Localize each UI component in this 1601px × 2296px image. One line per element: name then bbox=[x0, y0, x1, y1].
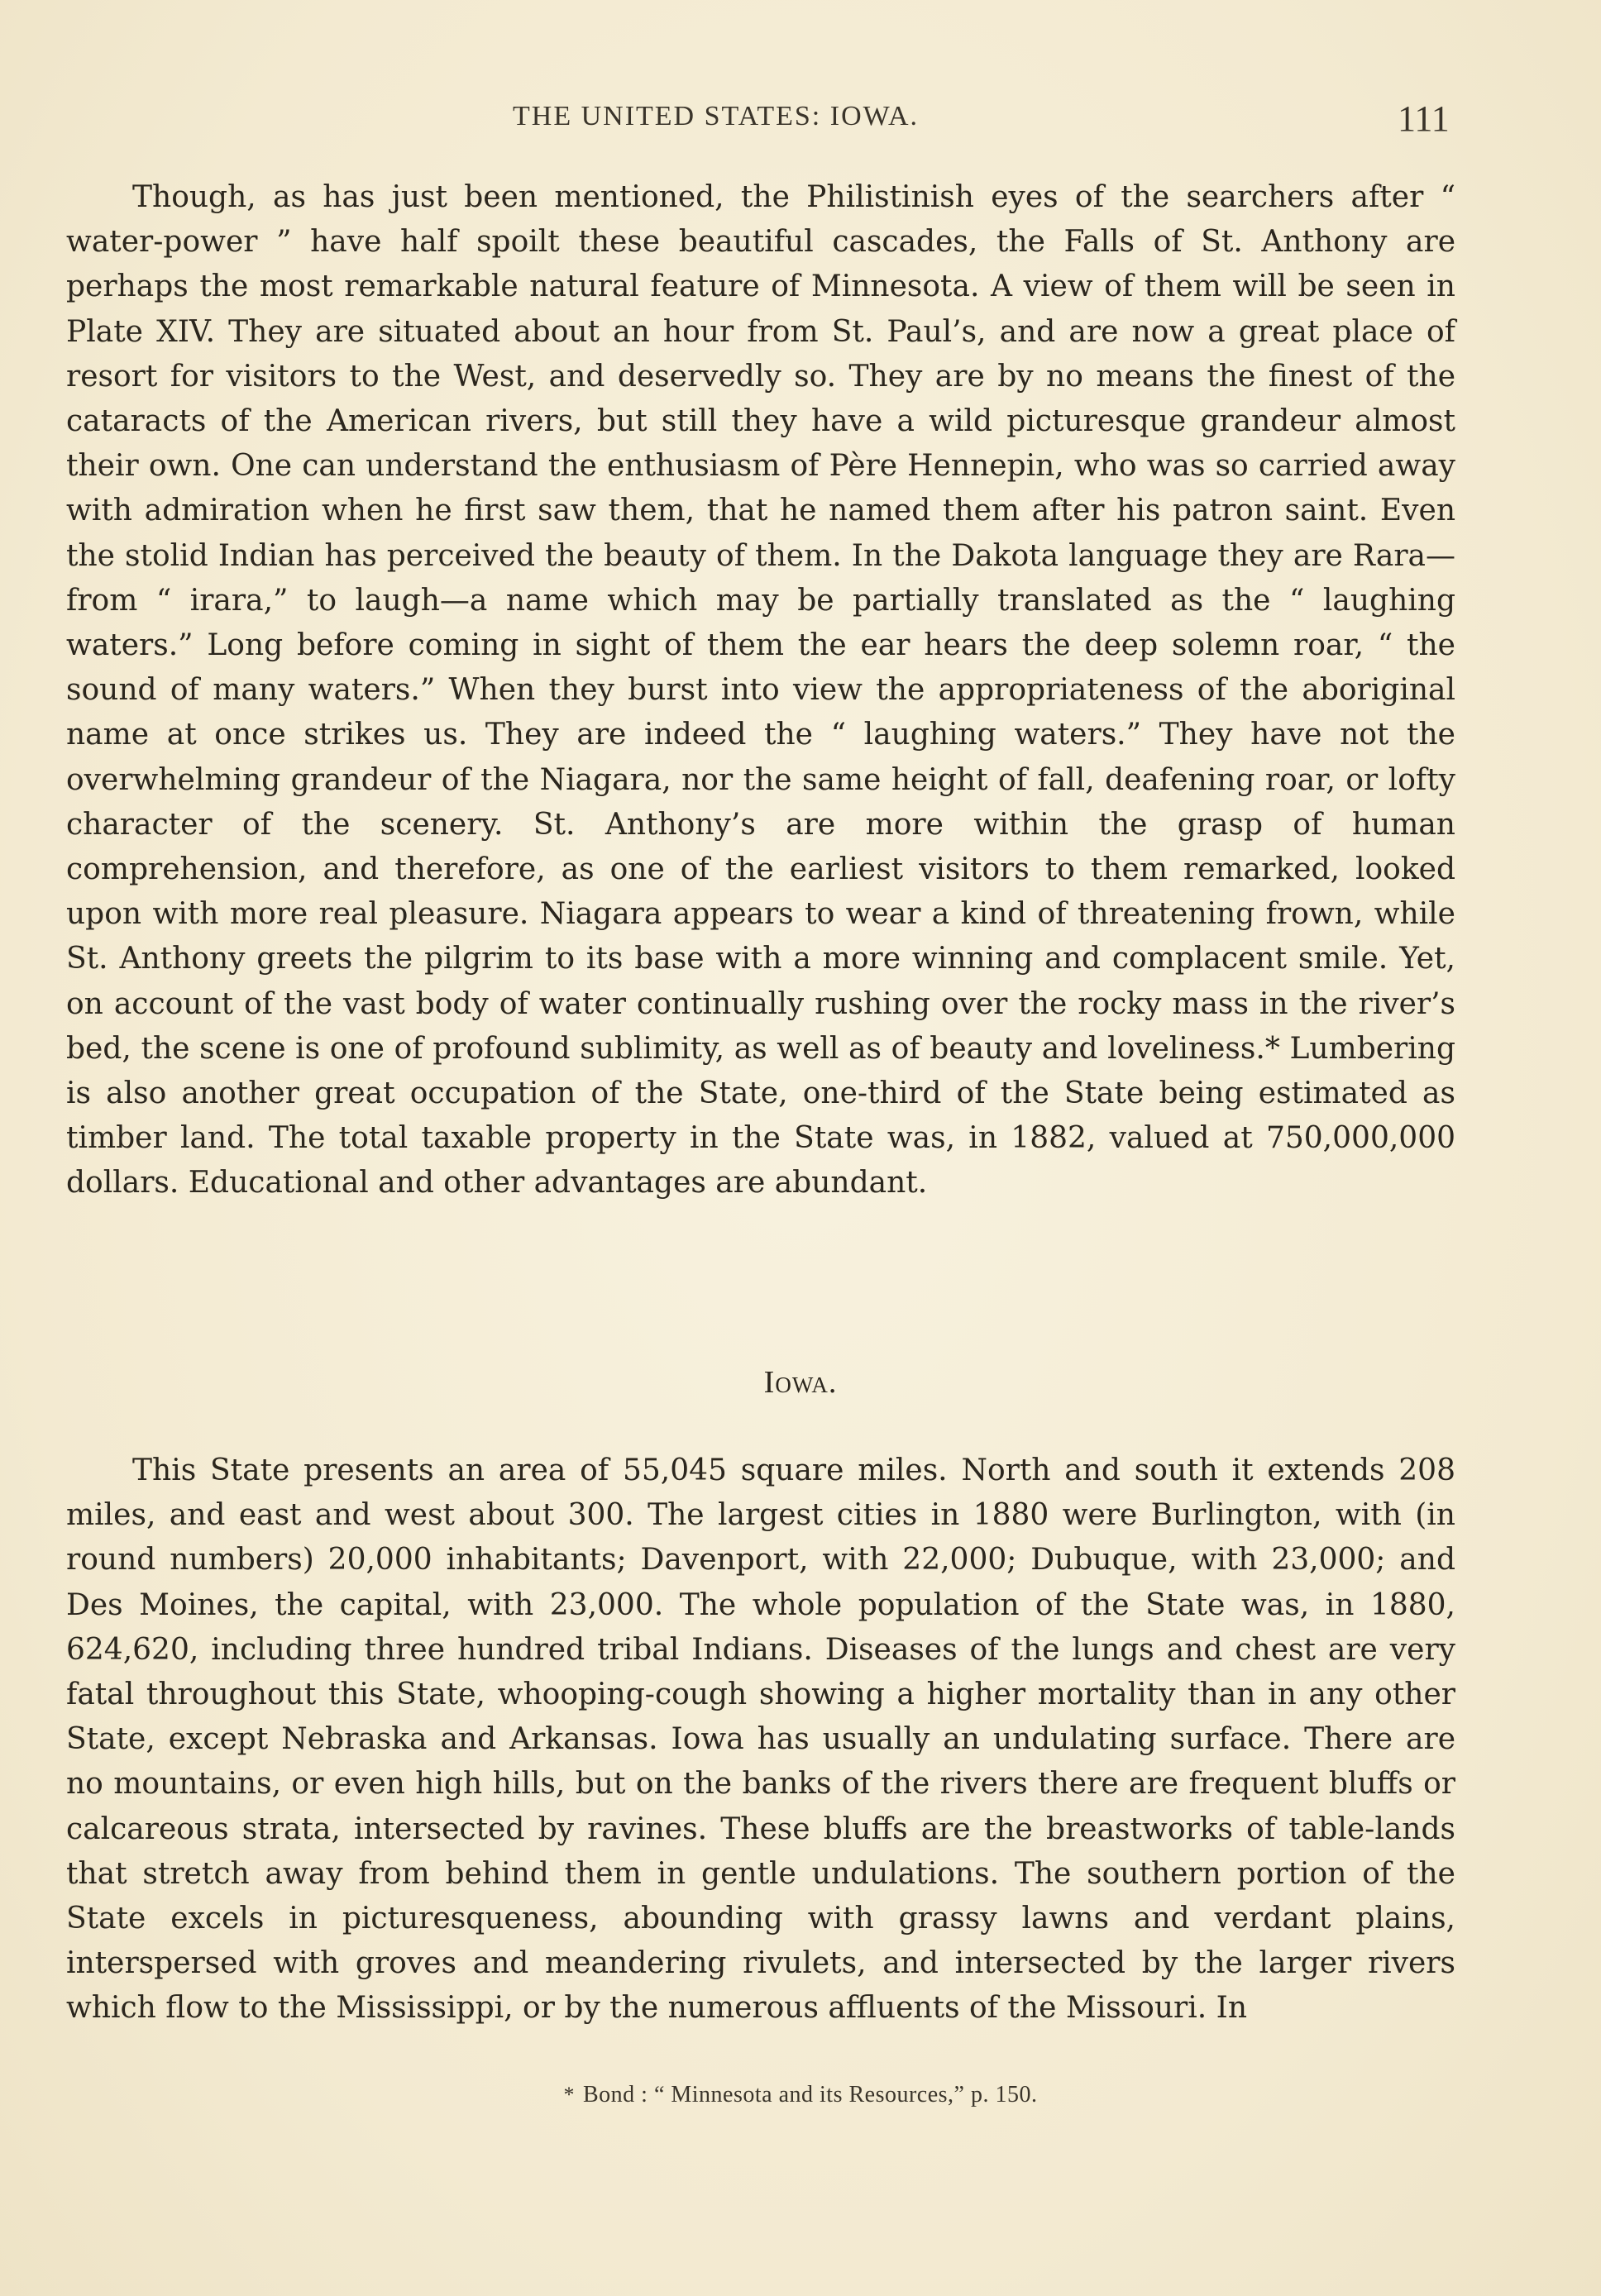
iowa-paragraph: This State presents an area of 55,045 square miles. North and south it extends 208 miles, and east and west about 300. The largest cities in 1880 were Burlington, with (in round numbers) 20,000 inhabitants; Davenport, with 22,000; Dubuque, with 23,000; and Des Moines, the capital, with 23,000. The whole population of the State was, in 1880, 624,620, including three hundred tribal Indians. Diseases of the lungs and chest are very fatal throughout this State, whooping-cough showing a higher mortality than in any other State, except Nebraska and Arkansas. Iowa has usually an undulating surface. There are no mountains, or even high hills, but on the banks of the rivers there are frequent bluffs or calcareous strata, intersected by ravines. These bluffs are the breastworks of table-lands that stretch away from behind them in gentle undulations. The southern portion of the State excels in picturesqueness, abounding with grassy lawns and verdant plains, interspersed with groves and meandering rivulets, and intersected by the larger rivers which flow to the Mississippi, or by the numerous affluents of the Missouri. In bbox=[66, 1453, 1455, 2026]
running-head bbox=[0, 98, 1601, 147]
running-title: THE UNITED STATES: IOWA. bbox=[513, 101, 919, 131]
footnote bbox=[0, 2082, 1601, 2108]
section-heading-iowa bbox=[0, 1364, 1601, 1401]
section-heading-text: Iowa. bbox=[763, 1365, 838, 1400]
minnesota-paragraph: Though, as has just been mentioned, the Philistinish eyes of the searchers after “ water-power ” have half spoilt these beautiful cascades, the Falls of St. Anthony are perhaps the most remarkable natural feature of Minnesota. A view of them will be seen in Plate XIV. They are situated about an hour from St. Paul’s, and are now a great place of resort for visitors to the West, and deservedly so. They are by no means the finest of the cataracts of the American rivers, but still they have a wild picturesque grandeur almost their own. One can understand the enthusiasm of Père Hennepin, who was so carried away with admiration when he first saw them, that he named them after his patron saint. Even the stolid Indian has perceived the beauty of them. In the Dakota language they are Rara— from “ irara,” to laugh—a name which may be partially translated as the “ laughing waters.” Long before coming in sight of them the ear hears the deep solemn roar, “ the sound of many waters.” When they burst into view the appropriateness of the aboriginal name at once strikes us. They are indeed the “ laughing waters.” They have not the overwhelming grandeur of the Niagara, nor the same height of fall, deafening roar, or lofty character of the scenery. St. Anthony’s are more within the grasp of human comprehension, and therefore, as one of the earliest visitors to them remarked, looked upon with more real pleasure. Niagara appears to wear a kind of threatening frown, while St. Anthony greets the pilgrim to its base with a more winning and complacent smile. Yet, on account of the vast body of water continually rushing over the rocky mass in the river’s bed, the scene is one of profound sublimity, as well as of beauty and loveliness.* Lumbering is also another great occupation of the State, one-third of the State being estimated as timber land. The total taxable property in the State was, in 1882, valued at 750,000,000 dollars. Educational and other advantages are abundant. bbox=[66, 180, 1455, 1201]
page-number: 111 bbox=[1398, 98, 1450, 139]
footnote-mark: * bbox=[563, 2083, 575, 2107]
footnote-text: Bond : “ Minnesota and its Resources,” p. 150. bbox=[583, 2082, 1038, 2107]
